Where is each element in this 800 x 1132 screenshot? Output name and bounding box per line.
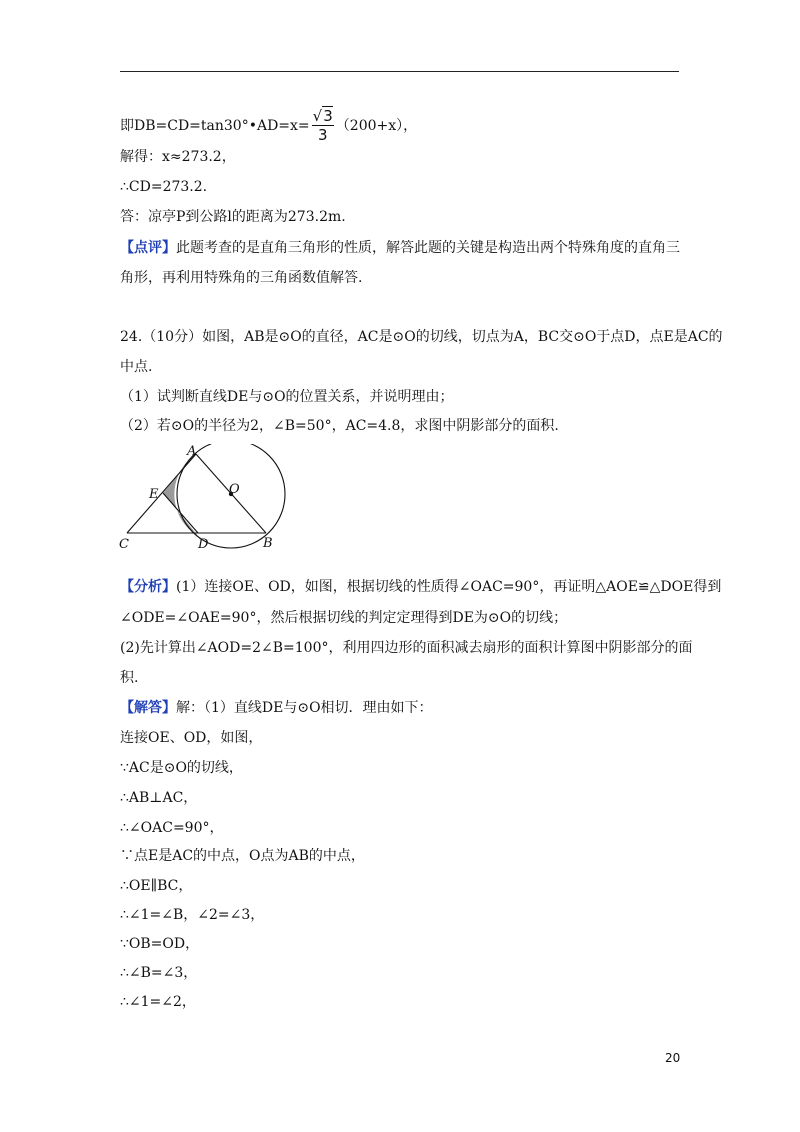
header-rule [120, 71, 679, 72]
label-a: A [187, 444, 197, 459]
comment-tag: 【点评】 [120, 240, 176, 256]
fraction-numerator: 3 [323, 107, 333, 125]
question-2: （2）若⊙O的半径为2，∠B=50°，AC=4.8，求图中阴影部分的面积. [120, 418, 559, 434]
analysis-line-2: ∠ODE=∠OAE=90°，然后根据切线的判定定理得到DE为⊙O的切线； [120, 610, 568, 626]
solution-step: 连接OE、OD，如图， [120, 730, 263, 746]
problem-line-2: 中点. [120, 359, 153, 375]
comment-line-2: 角形，再利用特殊角的三角函数值解答. [120, 270, 363, 286]
problem-line-1: 24.（10分）如图，AB是⊙O的直径，AC是⊙O的切线，切点为A，BC交⊙O于点D，点E是AC的 [120, 329, 723, 345]
solution-step: ∴∠1=∠B，∠2=∠3， [120, 907, 265, 923]
analysis-line-1 [120, 577, 721, 597]
label-e: E [149, 487, 159, 502]
solution-step: ∵OB=OD， [120, 936, 200, 952]
label-o: O [229, 482, 240, 497]
solve-line: 解得：x≈273.2， [120, 149, 236, 165]
solution-tag: 【解答】 [120, 700, 176, 716]
solution-step: ∵AC是⊙O的切线， [120, 760, 243, 776]
shaded-region [163, 454, 198, 536]
comment-text-1: 此题考查的是直角三角形的性质，解答此题的关键是构造出两个特殊角度的直角三 [176, 240, 680, 256]
analysis-line-4: 积. [120, 670, 139, 686]
analysis-line-3: (2)先计算出∠AOD=2∠B=100°，利用四边形的面积减去扇形的面积计算图中阴影部分的面 [120, 640, 693, 656]
therefore-line: ∴CD=273.2. [120, 179, 208, 195]
solution-step: ∴AB⊥AC， [120, 790, 198, 806]
solution-text-1: 解：（1）直线DE与⊙O相切．理由如下： [176, 700, 433, 716]
solution-step: ∴OE∥BC， [120, 878, 193, 894]
segment-ed [163, 493, 198, 533]
page-number: 20 [665, 1051, 681, 1065]
question-1: （1）试判断直线DE与⊙O的位置关系，并说明理由； [120, 389, 454, 405]
label-b: B [263, 536, 273, 551]
analysis-tag: 【分析】 [120, 579, 176, 595]
solution-step: ∴∠1=∠2， [120, 994, 196, 1010]
label-c: C [119, 537, 129, 552]
solution-step: ∴∠B=∠3， [120, 965, 198, 981]
equation-prefix: 即DB=CD=tan30°•AD=x= [120, 118, 310, 134]
equation-line [120, 108, 417, 144]
sqrt3-over-3-fraction: $\frac{√3}{3}$ [312, 107, 333, 144]
comment-line-1 [120, 238, 680, 258]
fraction-denominator: 3 [317, 126, 328, 144]
geometry-figure [117, 444, 297, 554]
analysis-text-1: (1）连接OE、OD，如图，根据切线的性质得∠OAC=90°，再证明△AOE≌△DOE得到 [176, 579, 722, 595]
equation-suffix: （200+x）， [335, 118, 418, 134]
solution-step: ∴∠OAC=90°， [120, 820, 224, 836]
solution-line-1 [120, 698, 433, 718]
answer-line: 答：凉亭P到公路l的距离为273.2m. [120, 209, 346, 225]
label-d: D [198, 537, 209, 552]
solution-step: ∵点E是AC的中点，O点为AB的中点， [120, 848, 365, 864]
